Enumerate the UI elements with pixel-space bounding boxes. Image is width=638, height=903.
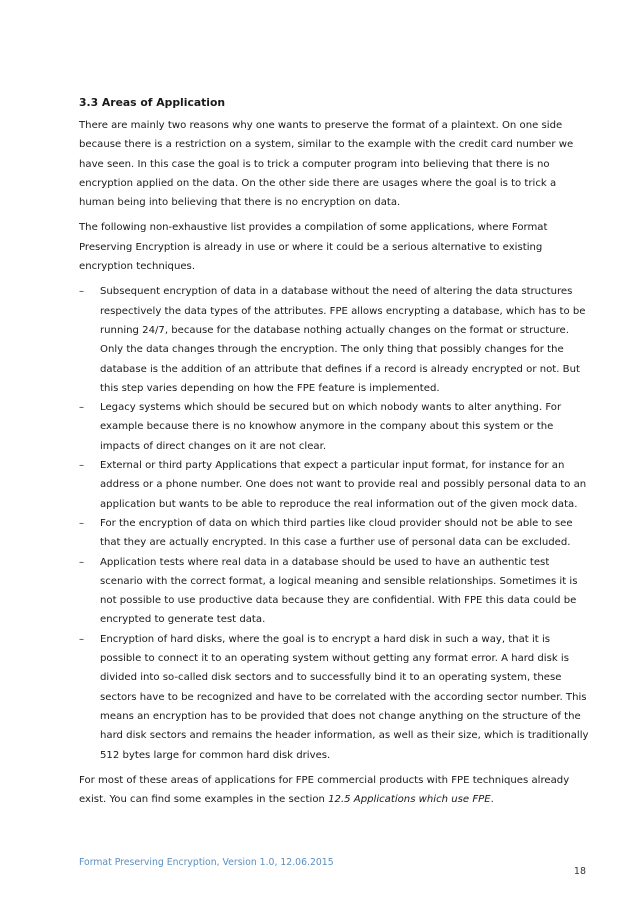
list-item (79, 553, 593, 630)
closing-paragraph (79, 771, 593, 810)
bullet-dash-icon: – (79, 460, 85, 472)
list-item (79, 282, 593, 398)
bullet-dash-icon: – (79, 517, 85, 529)
bullet-dash-icon: – (79, 556, 85, 568)
section-heading: 3.3 Areas of Application (79, 96, 226, 109)
page-content (79, 93, 593, 815)
footer-document-info: Format Preserving Encryption, Version 1.0, 12.06.2015 (79, 857, 334, 868)
closing-text: For most of these areas of applications for FPE commercial products with FPE techniques already exist. You can find some examples in the section (79, 774, 570, 806)
list-item-text: Subsequent encryption of data in a database without the need of altering the data structures respectively the data types of the attributes. FPE allows encrypting a database, which has to be running 24/7, because for the database nothing actually changes on the format or structure. Only the data changes through the encryption. The only thing that possibly changes for the database is the addition of an attribute that defines if a record is already encrypted or not. But this step varies depending on how the FPE feature is implemented. (100, 286, 586, 394)
list-item (79, 514, 593, 553)
list-item-text: Legacy systems which should be secured but on which nobody wants to alter anything. For example because there is no knowhow anymore in the company about this system or the impacts of direct changes on it are not clear. (100, 402, 562, 452)
closing-end: . (490, 794, 494, 806)
list-item-text: External or third party Applications that expect a particular input format, for instance for an address or a phone number. One does not want to provide real and possibly personal data to an application but wants to be able to reproduce the real information out of the given mock data. (100, 460, 587, 510)
list-intro-paragraph: The following non-exhaustive list provides a compilation of some applications, where Format Preserving Encryption is already in use or where it could be a serious alternative to existing encryption techniques. (79, 222, 548, 273)
application-list (79, 282, 593, 764)
bullet-dash-icon: – (79, 402, 85, 414)
list-item (79, 456, 593, 514)
list-item-text: For the encryption of data on which third parties like cloud provider should not be able to see that they are actually encrypted. In this case a further use of personal data can be excluded. (100, 517, 573, 549)
list-item (79, 398, 593, 456)
page-number: 18 (573, 866, 586, 877)
intro-paragraph: There are mainly two reasons why one wants to preserve the format of a plaintext. On one side because there is a restriction on a system, similar to the example with the credit card number we have seen. In this case the goal is to trick a computer program into believing that there is no encryption applied on the data. On the other side there are usages where the goal is to trick a human being into believing that there is no encryption on data. (79, 120, 574, 209)
bullet-dash-icon: – (79, 633, 85, 645)
section-reference-link[interactable]: 12.5 Applications which use FPE (328, 794, 491, 806)
list-item-text: Application tests where real data in a database should be used to have an authentic test scenario with the correct format, a logical meaning and sensible relationships. Sometimes it is not possible to use productive data because they are confidential. With FPE this data could be encrypted to generate test data. (100, 556, 578, 626)
list-item-text: Encryption of hard disks, where the goal is to encrypt a hard disk in such a way, that it is possible to connect it to an operating system without getting any format error. A hard disk is divided into so-called disk sectors and to successfully bind it to an operating system, these sectors have to be recognized and have to be correlated with the according sector number. This means an encryption has to be provided that does not change anything on the structure of the hard disk sectors and remains the header information, as well as their size, which is traditionally 512 bytes large for common hard disk drives. (100, 633, 589, 761)
bullet-dash-icon: – (79, 286, 85, 298)
list-item (79, 630, 593, 765)
